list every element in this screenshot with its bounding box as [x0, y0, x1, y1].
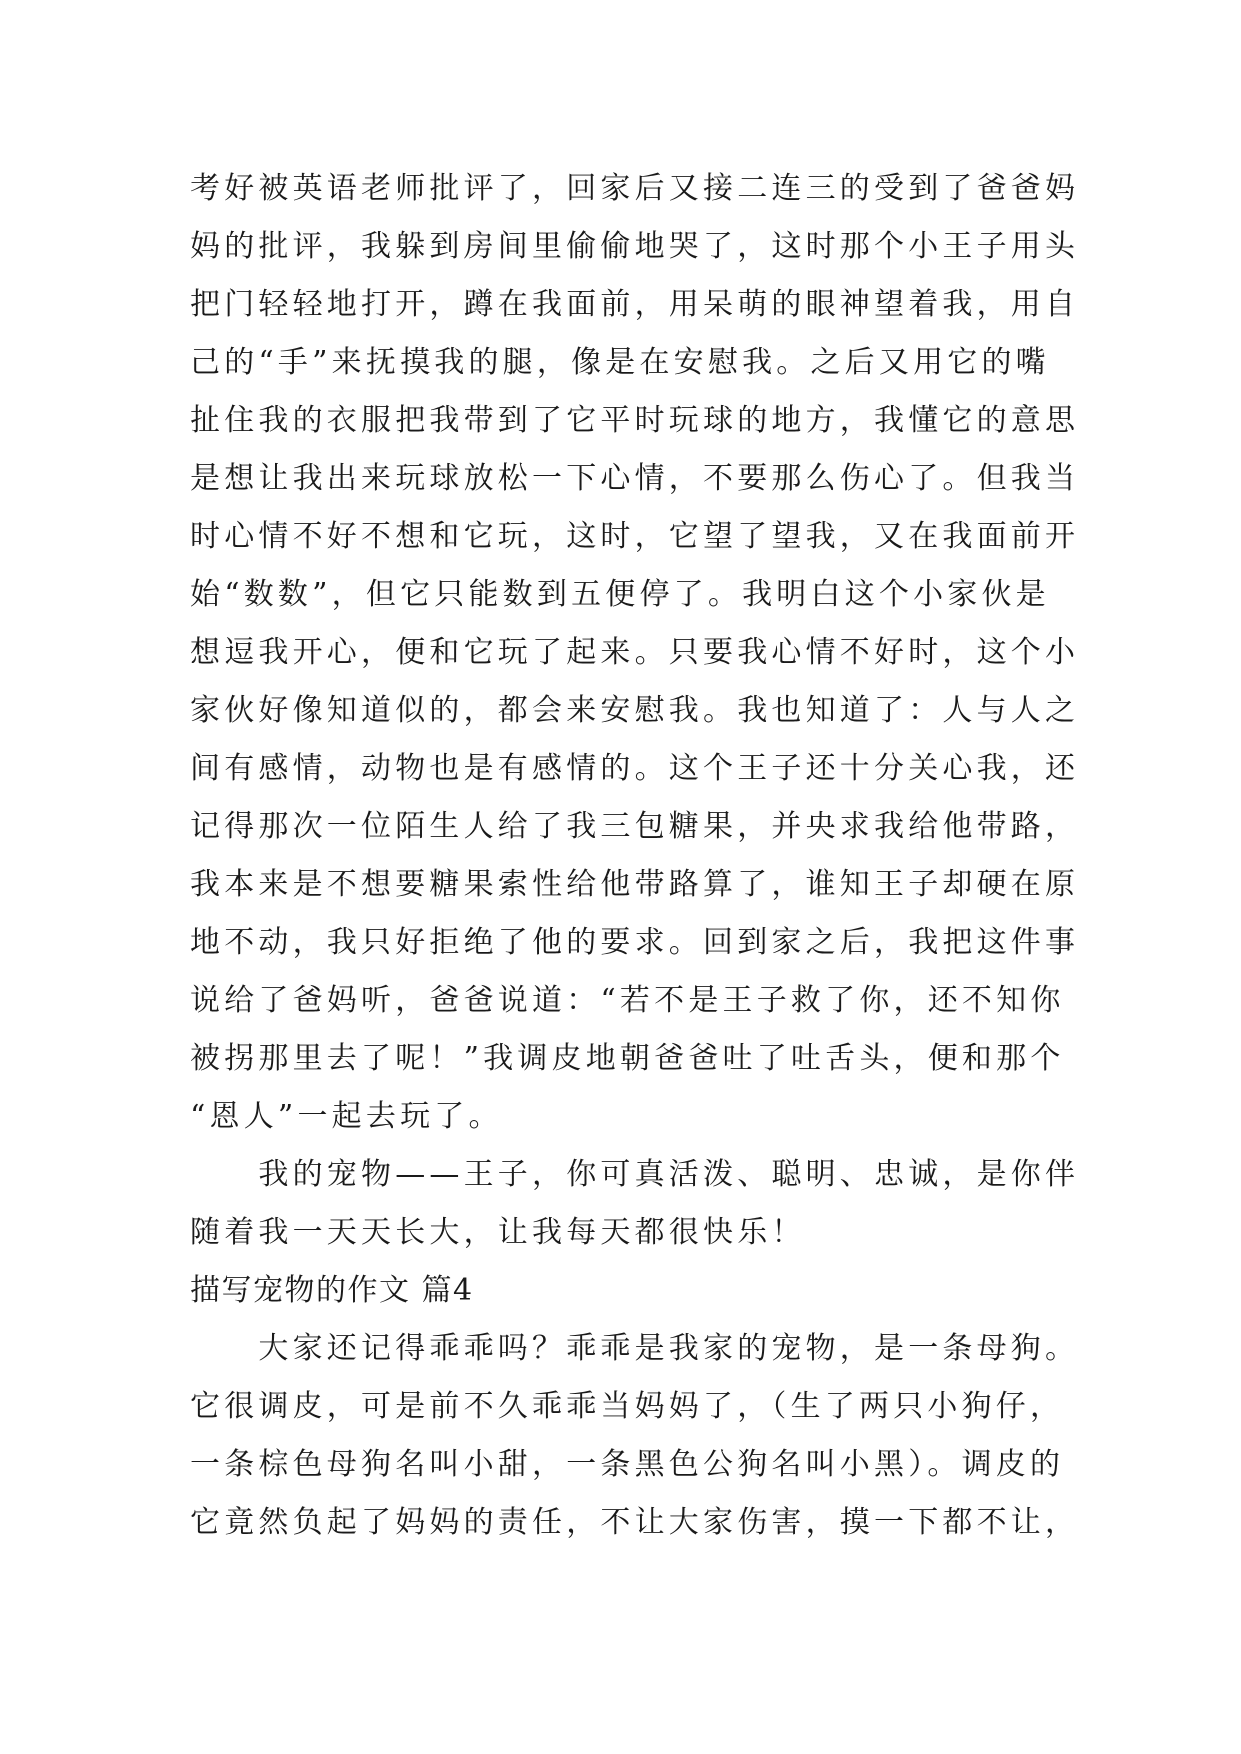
text-line: 扯住我的衣服把我带到了它平时玩球的地方，我懂它的意思: [190, 403, 1080, 438]
text-line: 是想让我出来玩球放松一下心情，不要那么伤心了。但我当: [190, 461, 1080, 496]
text-line: 己的“手”来抚摸我的腿，像是在安慰我。之后又用它的嘴: [190, 345, 1050, 380]
text-line: 它竟然负起了妈妈的责任，不让大家伤害，摸一下都不让，: [190, 1505, 1080, 1540]
text-line: 家伙好像知道似的，都会来安慰我。我也知道了：人与人之: [190, 693, 1080, 728]
document-page: [190, 160, 1080, 1552]
text-line: 它很调皮，可是前不久乖乖当妈妈了，（生了两只小狗仔，: [190, 1389, 1065, 1424]
text-line: “恩人”一起去玩了。: [190, 1099, 503, 1134]
text-line: 始“数数”，但它只能数到五便停了。我明白这个小家伙是: [190, 577, 1050, 612]
text-line: 记得那次一位陌生人给了我三包糖果，并央求我给他带路，: [190, 809, 1080, 844]
text-line: 考好被英语老师批评了，回家后又接二连三的受到了爸爸妈: [190, 171, 1080, 206]
text-line: 随着我一天天长大，让我每天都很快乐！: [190, 1215, 806, 1250]
text-line: 把门轻轻地打开，蹲在我面前，用呆萌的眼神望着我，用自: [190, 287, 1080, 322]
text-line: 想逗我开心，便和它玩了起来。只要我心情不好时，这个小: [190, 635, 1080, 670]
text-line: 一条棕色母狗名叫小甜，一条黑色公狗名叫小黑）。调皮的: [190, 1447, 1065, 1482]
text-line: 间有感情，动物也是有感情的。这个王子还十分关心我，还: [190, 751, 1080, 786]
text-line: 我本来是不想要糖果索性给他带路算了，谁知王子却硬在原: [190, 867, 1080, 902]
text-line: 大家还记得乖乖吗？乖乖是我家的宠物，是一条母狗。: [190, 1331, 1080, 1366]
text-line: 说给了爸妈听，爸爸说道：“若不是王子救了你，还不知你: [190, 983, 1065, 1018]
section-heading: 描写宠物的作文 篇4: [190, 1273, 474, 1308]
text-line: 地不动，我只好拒绝了他的要求。回到家之后，我把这件事: [190, 925, 1080, 960]
text-line: 被拐那里去了呢！”我调皮地朝爸爸吐了吐舌头，便和那个: [190, 1041, 1065, 1076]
text-line: 妈的批评，我躲到房间里偷偷地哭了，这时那个小王子用头: [190, 229, 1080, 264]
text-line: 时心情不好不想和它玩，这时，它望了望我，又在我面前开: [190, 519, 1080, 554]
text-line: 我的宠物——王子，你可真活泼、聪明、忠诚，是你伴: [190, 1157, 1080, 1192]
